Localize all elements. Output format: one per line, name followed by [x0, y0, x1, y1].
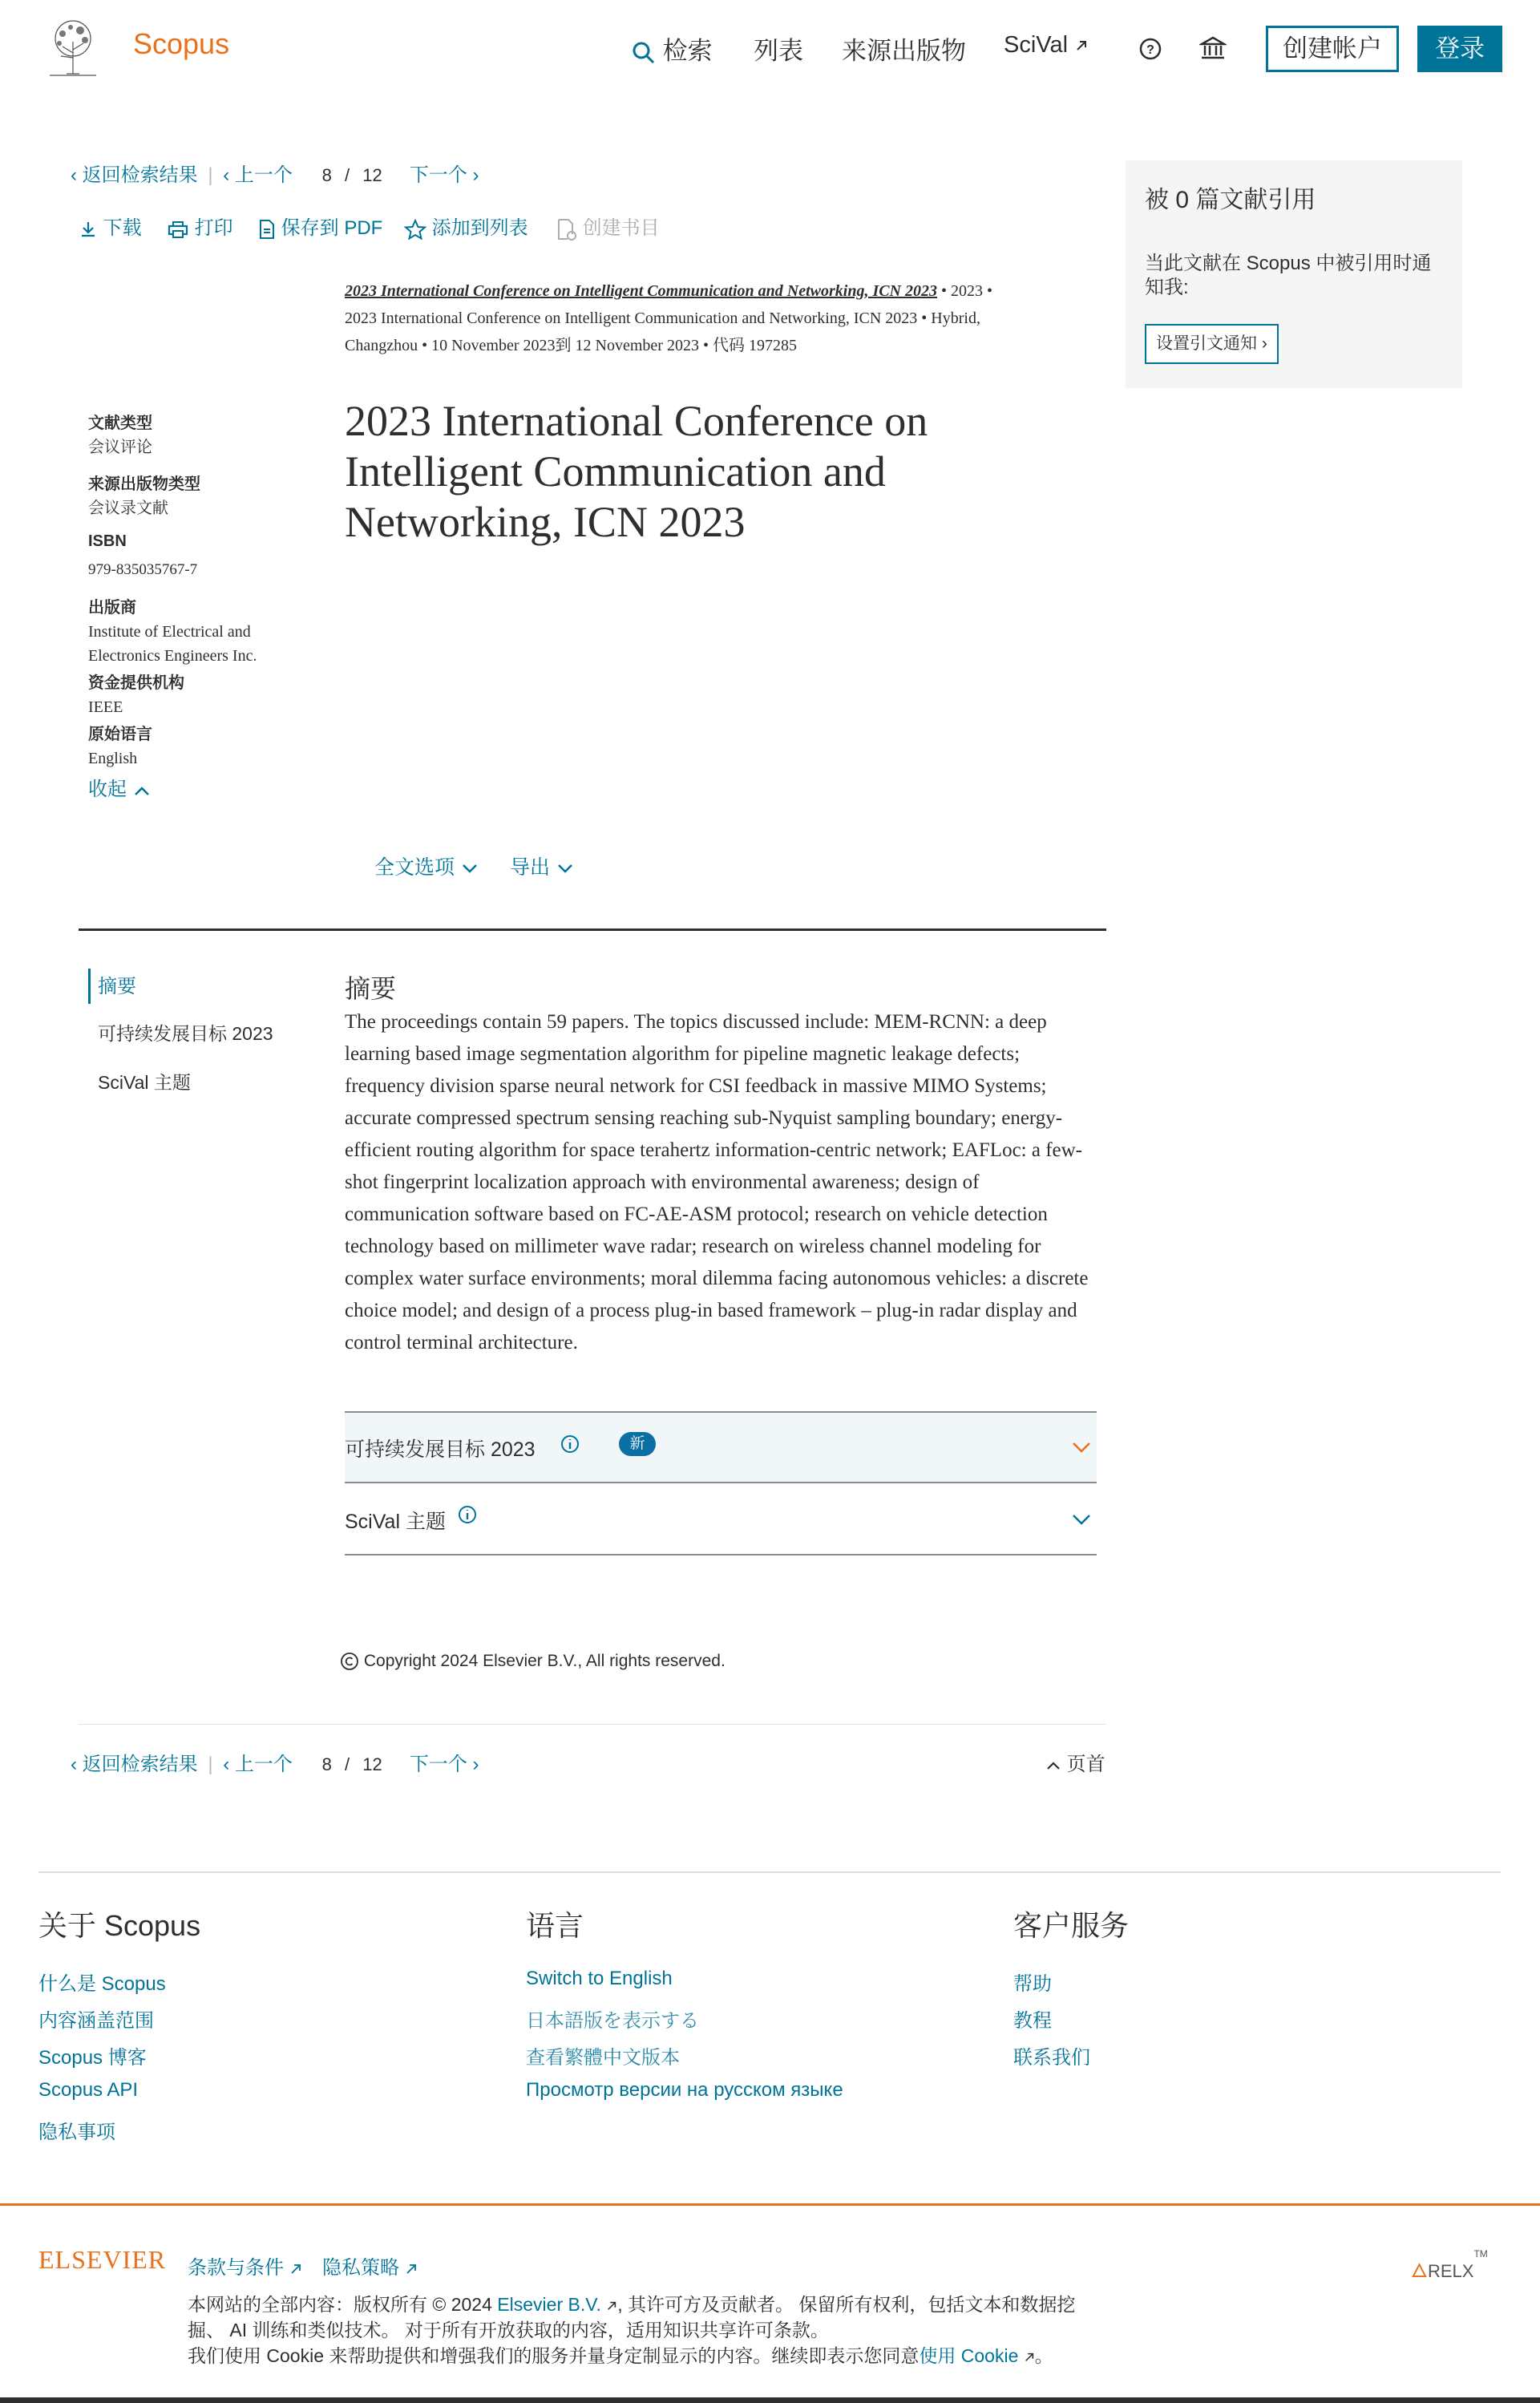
cookie-text: 。	[1034, 2345, 1053, 2366]
footer-about-link[interactable]: 什么是 Scopus	[38, 1973, 166, 1995]
privacy-label: 隐私策略	[322, 2257, 399, 2279]
rights-text: 本网站的全部内容：版权所有 © 2024	[188, 2294, 492, 2315]
next-label: 下一个	[409, 1754, 467, 1775]
download-button[interactable]	[79, 212, 142, 240]
help-icon[interactable]	[1138, 37, 1162, 65]
footer-language-heading: 语言	[526, 1909, 584, 1942]
next-link[interactable]: 下一个 ›	[409, 164, 479, 186]
copyright-notice	[340, 1652, 726, 1671]
relx-mark-icon: 🜂	[1411, 2260, 1428, 2282]
footer-service-link[interactable]: 帮助	[1013, 1973, 1052, 1995]
citations-description-1: 当此文献在 Scopus 中被引用时通	[1145, 253, 1432, 274]
funding-value: IEEE	[88, 698, 123, 716]
footer-language-link[interactable]: 日本語版を表示する	[526, 2010, 699, 2032]
footer-language-link[interactable]: Switch to English	[526, 1968, 673, 1989]
external-link-icon	[1074, 38, 1089, 53]
cookie-text: 我们使用 Cookie 来帮助提供和增强我们的服务并量身定制显示的内容。继续即表示您同意	[188, 2345, 920, 2366]
footer-rights-2: 掘、 AI 训练和类似技术。 对于所有开放获取的内容，适用知识共享许可条款。	[188, 2320, 829, 2340]
elsevier-tree-logo[interactable]	[38, 18, 107, 79]
prev-link[interactable]: ‹ 上一个	[223, 1754, 293, 1775]
set-citation-alert-label: 设置引文通知	[1156, 334, 1257, 353]
sdg-accordion[interactable]	[345, 1411, 1097, 1482]
external-link-icon	[1024, 2352, 1035, 2363]
elsevier-logo[interactable]: ELSEVIER	[38, 2245, 167, 2274]
conference-code: 代码 197285	[712, 337, 797, 354]
language-label: 原始语言	[88, 726, 152, 743]
login-button[interactable]: 登录	[1417, 26, 1502, 72]
footer-rights-3	[188, 2341, 1053, 2368]
back-to-results-link[interactable]: ‹ 返回检索结果	[71, 1754, 198, 1775]
citations-heading: 被 0 篇文献引用	[1145, 187, 1316, 213]
prev-label: 上一个	[234, 164, 293, 186]
nav-search[interactable]	[632, 30, 713, 67]
copyright-icon	[340, 1652, 359, 1671]
relx-label: RELX	[1427, 2261, 1474, 2281]
set-citation-alert-button[interactable]: 设置引文通知 ›	[1145, 324, 1279, 364]
abstract-heading: 摘要	[345, 974, 397, 1003]
bullet: •	[702, 337, 713, 354]
svg-text:?: ?	[1146, 43, 1154, 57]
footer-service-link[interactable]: 教程	[1013, 2010, 1052, 2032]
doc-index-slash: /	[344, 1754, 350, 1774]
scopus-logo[interactable]: Scopus	[133, 27, 230, 60]
bibliography-icon	[556, 218, 577, 241]
footer-about-link[interactable]: Scopus API	[38, 2079, 139, 2101]
footer-about-link[interactable]: Scopus 博客	[38, 2047, 147, 2069]
back-to-results-link[interactable]: ‹ 返回检索结果	[71, 164, 198, 186]
full-text-options-button[interactable]	[374, 852, 479, 880]
chevron-up-icon	[132, 784, 152, 797]
bullet: •	[941, 282, 952, 300]
info-icon[interactable]	[560, 1434, 580, 1454]
doc-index-current: 8	[321, 1754, 332, 1774]
conference-city: Changzhou	[345, 337, 418, 354]
doc-index-total: 12	[362, 165, 382, 185]
external-link-icon	[405, 2263, 418, 2276]
prev-label: 上一个	[234, 1754, 293, 1775]
divider: |	[208, 1754, 213, 1775]
footer-service-link[interactable]: 联系我们	[1013, 2047, 1090, 2069]
doc-nav-bottom	[71, 1748, 479, 1776]
bullet: •	[422, 337, 432, 354]
footer-language-link[interactable]: Просмотр версии на русском языке	[526, 2079, 843, 2101]
scival-accordion[interactable]	[345, 1482, 1097, 1555]
page-title: 2023 International Conference on Intelligent Communication and Networking, ICN 2023	[345, 397, 928, 546]
institution-icon[interactable]	[1199, 35, 1227, 65]
side-nav-scival[interactable]: SciVal 主题	[98, 1072, 191, 1093]
create-account-button[interactable]: 创建帐户	[1266, 26, 1399, 72]
terms-label: 条款与条件	[188, 2257, 284, 2279]
privacy-policy-link[interactable]	[322, 2251, 418, 2280]
side-nav-abstract[interactable]: 摘要	[98, 976, 136, 997]
pdf-icon	[258, 219, 276, 240]
download-label: 下载	[103, 217, 142, 239]
footer-about-link[interactable]: 内容涵盖范围	[38, 2010, 154, 2032]
doc-index	[322, 165, 387, 185]
footer-about-heading: 关于 Scopus	[38, 1909, 201, 1942]
sdg-accordion-title: 可持续发展目标 2023	[345, 1438, 536, 1461]
isbn-label: ISBN	[88, 532, 127, 550]
doc-nav-top	[71, 159, 479, 187]
next-link[interactable]: 下一个 ›	[409, 1754, 479, 1775]
source-title-link[interactable]: 2023 International Conference on Intelligent Communication and Networking, ICN 2023	[345, 282, 938, 300]
abstract-text: The proceedings contain 59 papers. The topics discussed include: MEM-RCNN: a deep learning based image segmentation algorithm for pipeline magnetic leakage defects; frequency division sparse neural network for CSI feedback in massive MIMO Systems; accurate compressed spectrum sensing reaching sub-Nyquist sampling boundary; energy-efficient routing algorithm for space terahertz information-centric network; EAFLoc: a few-shot fingerprint localization approach with environmental awareness; design of communication software based on FC-AE-ASM protocol; research on vehicle detection technology based on millimeter wave radar; research on wireless channel modeling for complex water surface environments; moral dilemma facing autonomous vehicles: a discrete choice model; and design of a process plug-in based framework – plug-in radar display and control terminal architecture.	[345, 1011, 1089, 1353]
create-bibliography-button[interactable]	[556, 212, 660, 241]
divider	[79, 1724, 1106, 1725]
export-button[interactable]	[510, 852, 575, 880]
chevron-down-icon	[556, 862, 575, 875]
doc-index-total: 12	[362, 1754, 382, 1774]
footer-orange-rule	[0, 2203, 1540, 2206]
star-icon	[404, 219, 426, 240]
back-label: 返回检索结果	[82, 1754, 198, 1775]
source-type-label: 来源出版物类型	[88, 475, 200, 493]
conference-name: 2023 International Conference on Intelligent Communication and Networking, ICN 2023	[345, 309, 918, 327]
footer-divider	[38, 1871, 1501, 1873]
doc-index	[322, 1754, 387, 1774]
new-badge: 新	[619, 1432, 656, 1456]
source-info	[345, 277, 1094, 359]
isbn-value: 979-835035767-7	[88, 561, 198, 578]
elsevier-link[interactable]: Elsevier B.V.	[497, 2294, 601, 2315]
terms-link[interactable]	[188, 2251, 302, 2280]
doc-index-slash: /	[344, 165, 350, 185]
side-nav-active-bar	[88, 969, 91, 1004]
back-label: 返回检索结果	[82, 164, 198, 186]
nav-search-label: 检索	[662, 37, 713, 65]
bullet: •	[987, 282, 993, 300]
divider: |	[208, 164, 213, 186]
collapse-label: 收起	[88, 779, 127, 800]
external-link-icon	[606, 2300, 617, 2312]
create-bibliography-label: 创建书目	[582, 217, 660, 239]
page-bottom-border	[0, 2397, 1540, 2403]
relx-logo[interactable]	[1411, 2248, 1488, 2288]
funding-label: 资金提供机构	[88, 674, 184, 692]
conference-dates: 10 November 2023到 12 November 2023	[431, 337, 699, 354]
rights-text: , 其许可方及贡献者。 保留所有权利，包括文本和数据挖	[617, 2294, 1076, 2315]
source-year: 2023	[951, 282, 984, 300]
print-button[interactable]	[167, 212, 233, 240]
chevron-down-icon	[1071, 1512, 1092, 1527]
source-type-value: 会议录文献	[88, 500, 168, 517]
back-to-top-link[interactable]	[1045, 1748, 1105, 1776]
language-value: English	[88, 750, 138, 767]
conference-location: Hybrid,	[931, 309, 980, 327]
back-to-top-label: 页首	[1066, 1754, 1105, 1775]
nav-scival[interactable]	[1004, 32, 1089, 59]
side-nav-sdg[interactable]: 可持续发展目标 2023	[98, 1023, 273, 1044]
download-icon	[79, 220, 98, 239]
chevron-up-icon	[1045, 1760, 1061, 1771]
external-link-icon	[289, 2263, 302, 2276]
footer-rights-1	[188, 2290, 1075, 2316]
copyright-text: Copyright 2024 Elsevier B.V., All rights reserved.	[363, 1652, 726, 1670]
bullet: •	[921, 309, 932, 327]
info-icon[interactable]	[457, 1504, 478, 1525]
doc-type-value: 会议评论	[88, 439, 152, 456]
citations-description-2: 知我:	[1145, 277, 1189, 298]
publisher-value-2: Electronics Engineers Inc.	[88, 647, 257, 665]
citations-panel	[1126, 160, 1462, 388]
save-pdf-label: 保存到 PDF	[281, 217, 383, 239]
site-header	[0, 0, 1540, 96]
collapse-button[interactable]	[88, 773, 152, 801]
export-label: 导出	[510, 856, 551, 879]
scival-accordion-title: SciVal 主题	[345, 1511, 446, 1533]
nav-lists[interactable]: 列表	[754, 37, 803, 65]
publisher-value-1: Institute of Electrical and	[88, 623, 251, 641]
doc-index-current: 8	[321, 165, 332, 185]
full-text-label: 全文选项	[374, 856, 455, 879]
publisher-label: 出版商	[88, 599, 136, 617]
chevron-down-icon	[1071, 1440, 1092, 1454]
trademark-mark: TM	[1473, 2248, 1488, 2259]
print-label: 打印	[194, 217, 233, 239]
footer-language-link[interactable]: 查看繁體中文版本	[526, 2047, 680, 2069]
prev-link[interactable]: ‹ 上一个	[223, 164, 293, 186]
chevron-down-icon	[460, 862, 479, 875]
next-label: 下一个	[409, 164, 467, 186]
cookie-link[interactable]: 使用 Cookie	[919, 2345, 1019, 2366]
add-to-list-label: 添加到列表	[431, 217, 528, 239]
add-to-list-button[interactable]	[404, 212, 528, 240]
nav-sources[interactable]: 来源出版物	[842, 37, 966, 65]
section-divider	[79, 928, 1106, 931]
footer-service-heading: 客户服务	[1013, 1909, 1130, 1942]
doc-type-label: 文献类型	[88, 415, 152, 432]
print-icon	[167, 220, 189, 239]
search-icon	[632, 41, 656, 65]
nav-scival-label: SciVal	[1004, 32, 1069, 58]
save-pdf-button[interactable]	[258, 212, 382, 240]
footer-about-link[interactable]: 隐私事项	[38, 2122, 115, 2143]
